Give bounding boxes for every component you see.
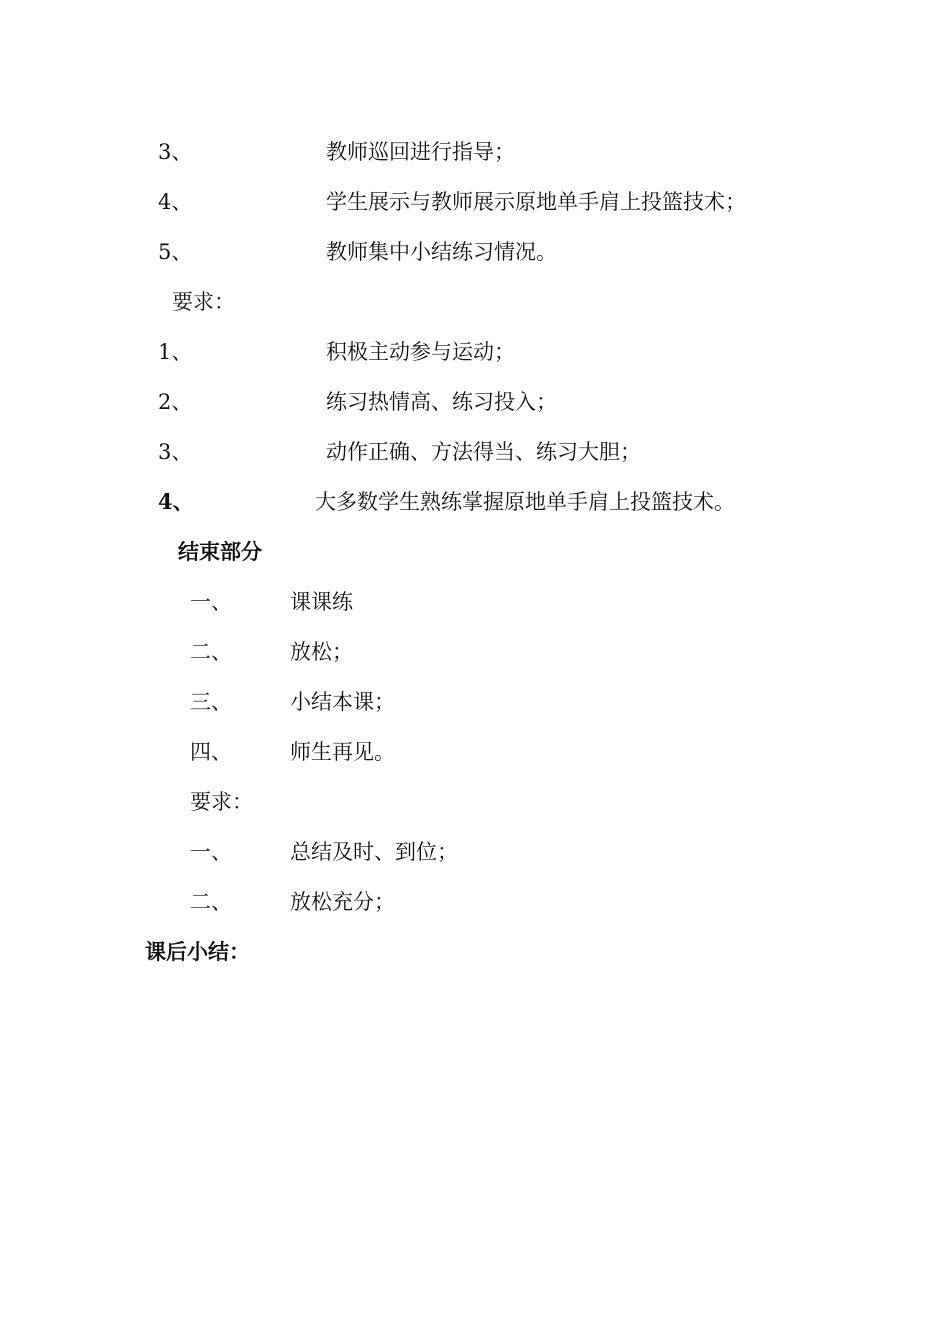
item-number: 2、 — [158, 390, 193, 414]
item-text: 课课练 — [290, 590, 353, 614]
item-number: 3、 — [158, 440, 193, 464]
item-text: 总结及时、到位； — [290, 840, 458, 864]
item-number: 二、 — [190, 890, 232, 914]
item-number: 3、 — [158, 140, 193, 164]
item-text: 积极主动参与运动； — [326, 340, 515, 364]
item-number: 一、 — [190, 840, 232, 864]
item-text: 教师巡回进行指导； — [326, 140, 515, 164]
item-text: 练习热情高、练习投入； — [326, 390, 557, 414]
item-text: 师生再见。 — [290, 740, 395, 764]
item-number: 1、 — [158, 340, 193, 364]
document-page: 3、 教师巡回进行指导； 4、 学生展示与教师展示原地单手肩上投篮技术； 5、 教师集中小结练习情况。 要求： 1、 积极主动参与运动； 2、 练习热情高、练习投入； 3、 动作正确、方法得当、练习大胆； 4、 大多数学生熟练掌握原地单手肩上投篮技术。 结束部分 一、 课课练 二、 放松； 三、 小结本课； 四、 师生再见。 要求： 一、 总结及时、到位； 二、 放松充分； 课后小结： — [145, 140, 746, 964]
item-number: 四、 — [190, 740, 232, 764]
item-text: 大多数学生熟练掌握原地单手肩上投篮技术。 — [315, 490, 735, 514]
item-text: 教师集中小结练习情况。 — [326, 240, 557, 264]
item-text: 动作正确、方法得当、练习大胆； — [326, 440, 641, 464]
item-text: 放松充分； — [290, 890, 395, 914]
item-number: 二、 — [190, 640, 232, 664]
item-text: 小结本课； — [290, 690, 395, 714]
item-number: 5、 — [158, 240, 193, 264]
item-number: 4、 — [158, 489, 194, 514]
item-text: 放松； — [290, 640, 353, 664]
item-text: 学生展示与教师展示原地单手肩上投篮技术； — [326, 190, 746, 214]
item-number: 三、 — [190, 690, 232, 714]
item-number: 一、 — [190, 590, 232, 614]
item-number: 4、 — [158, 190, 193, 214]
